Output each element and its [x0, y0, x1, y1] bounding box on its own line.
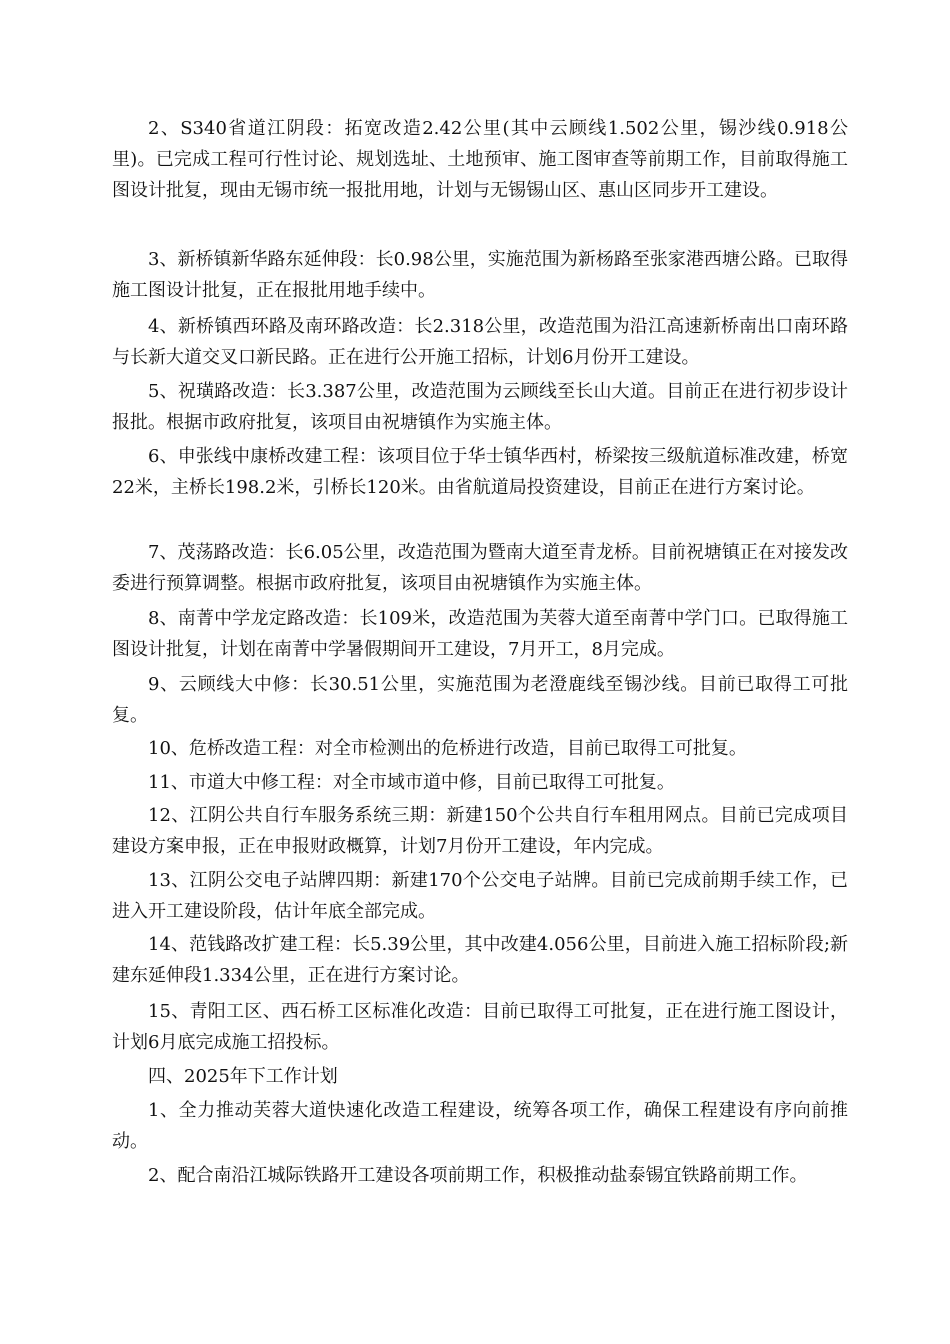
paragraph-xinhua-road: 3、新桥镇新华路东延伸段：长0.98公里，实施范围为新杨路至张家港西塘公路。已取得施工图设计批复，正在报批用地手续中。: [112, 249, 848, 301]
paragraph-xihuan-road: 4、新桥镇西环路及南环路改造：长2.318公里，改造范围为沿江高速新桥南出口南环路与长新大道交叉口新民路。正在进行公开施工招标，计划6月份开工建设。: [112, 316, 848, 368]
paragraph-longding-road: 8、南菁中学龙定路改造：长109米，改造范围为芙蓉大道至南菁中学门口。已取得施工图设计批复，计划在南菁中学暑假期间开工建设，7月开工，8月完成。: [112, 608, 848, 660]
paragraph-s340: 2、S340省道江阴段：拓宽改造2.42公里(其中云顾线1.502公里，锡沙线0.918公里)。已完成工程可行性讨论、规划选址、土地预审、施工图审查等前期工作，目前取得施工图设计批复，现由无锡市统一报批用地，计划与无锡锡山区、惠山区同步开工建设。: [112, 118, 848, 201]
paragraph-furong-avenue: 1、全力推动芙蓉大道快速化改造工程建设，统筹各项工作，确保工程建设有序向前推动。: [112, 1100, 848, 1152]
paragraph-zhuhuang-road: 5、祝璜路改造：长3.387公里，改造范围为云顾线至长山大道。目前正在进行初步设计报批。根据市政府批复，该项目由祝塘镇作为实施主体。: [112, 381, 848, 433]
paragraph-railway-work: 2、配合南沿江城际铁路开工建设各项前期工作，积极推动盐泰锡宜铁路前期工作。: [148, 1165, 808, 1186]
paragraph-zhongkang-bridge: 6、申张线中康桥改建工程：该项目位于华士镇华西村，桥梁按三级航道标准改建，桥宽22米，主桥长198.2米，引桥长120米。由省航道局投资建设，目前正在进行方案讨论。: [112, 446, 848, 498]
paragraph-work-zones: 15、青阳工区、西石桥工区标准化改造：目前已取得工可批复，正在进行施工图设计，计划6月底完成施工招投标。: [112, 1001, 848, 1053]
paragraph-city-road-repair: 11、市道大中修工程：对全市域市道中修，目前已取得工可批复。: [148, 772, 675, 793]
paragraph-maodang-road: 7、茂荡路改造：长6.05公里，改造范围为暨南大道至青龙桥。目前祝塘镇正在对接发改委进行预算调整。根据市政府批复，该项目由祝塘镇作为实施主体。: [112, 542, 848, 594]
section-heading-work-plan: 四、2025年下工作计划: [148, 1066, 338, 1087]
paragraph-public-bicycle: 12、江阴公共自行车服务系统三期：新建150个公共自行车租用网点。目前已完成项目建设方案申报，正在申报财政概算，计划7月份开工建设，年内完成。: [112, 805, 848, 857]
paragraph-bridge-repair: 10、危桥改造工程：对全市检测出的危桥进行改造，目前已取得工可批复。: [148, 738, 747, 759]
paragraph-fanqian-road: 14、范钱路改扩建工程：长5.39公里，其中改建4.056公里，目前进入施工招标阶段;新建东延伸段1.334公里，正在进行方案讨论。: [112, 934, 848, 986]
paragraph-bus-stop-signs: 13、江阴公交电子站牌四期：新建170个公交电子站牌。目前已完成前期手续工作，已进入开工建设阶段，估计年底全部完成。: [112, 870, 848, 922]
paragraph-yungu-line: 9、云顾线大中修：长30.51公里，实施范围为老澄鹿线至锡沙线。目前已取得工可批复。: [112, 674, 848, 726]
